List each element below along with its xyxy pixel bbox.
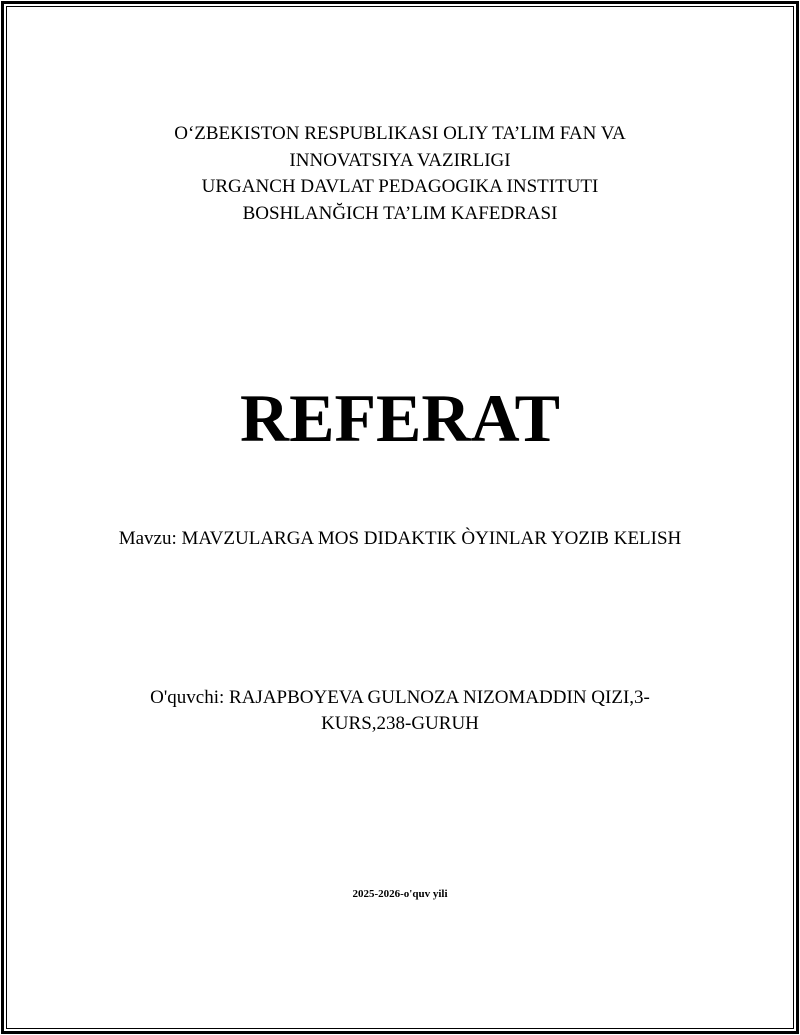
header-line: INNOVATSIYA VAZIRLIGI — [289, 149, 511, 171]
header-line: BOSHLANĞICH TA’LIM KAFEDRASI — [242, 202, 558, 224]
document-title: REFERAT — [240, 380, 560, 456]
header-line: O‘ZBEKISTON RESPUBLIKASI OLIY TA’LIM FAN VA — [174, 123, 626, 144]
student-line: O'quvchi: RAJAPBOYEVA GULNOZA NIZOMADDIN QIZI,3- — [150, 687, 650, 708]
header-line: URGANCH DAVLAT PEDAGOGIKA INSTITUTI — [201, 176, 599, 197]
institution-header — [0, 121, 800, 227]
student-info — [0, 685, 800, 737]
academic-year: 2025-2026-o'quv yili — [352, 888, 448, 900]
topic-line: Mavzu: MAVZULARGA MOS DIDAKTIK ÒYINLAR YOZIB KELISH — [118, 528, 682, 549]
student-line: KURS,238-GURUH — [321, 713, 479, 734]
